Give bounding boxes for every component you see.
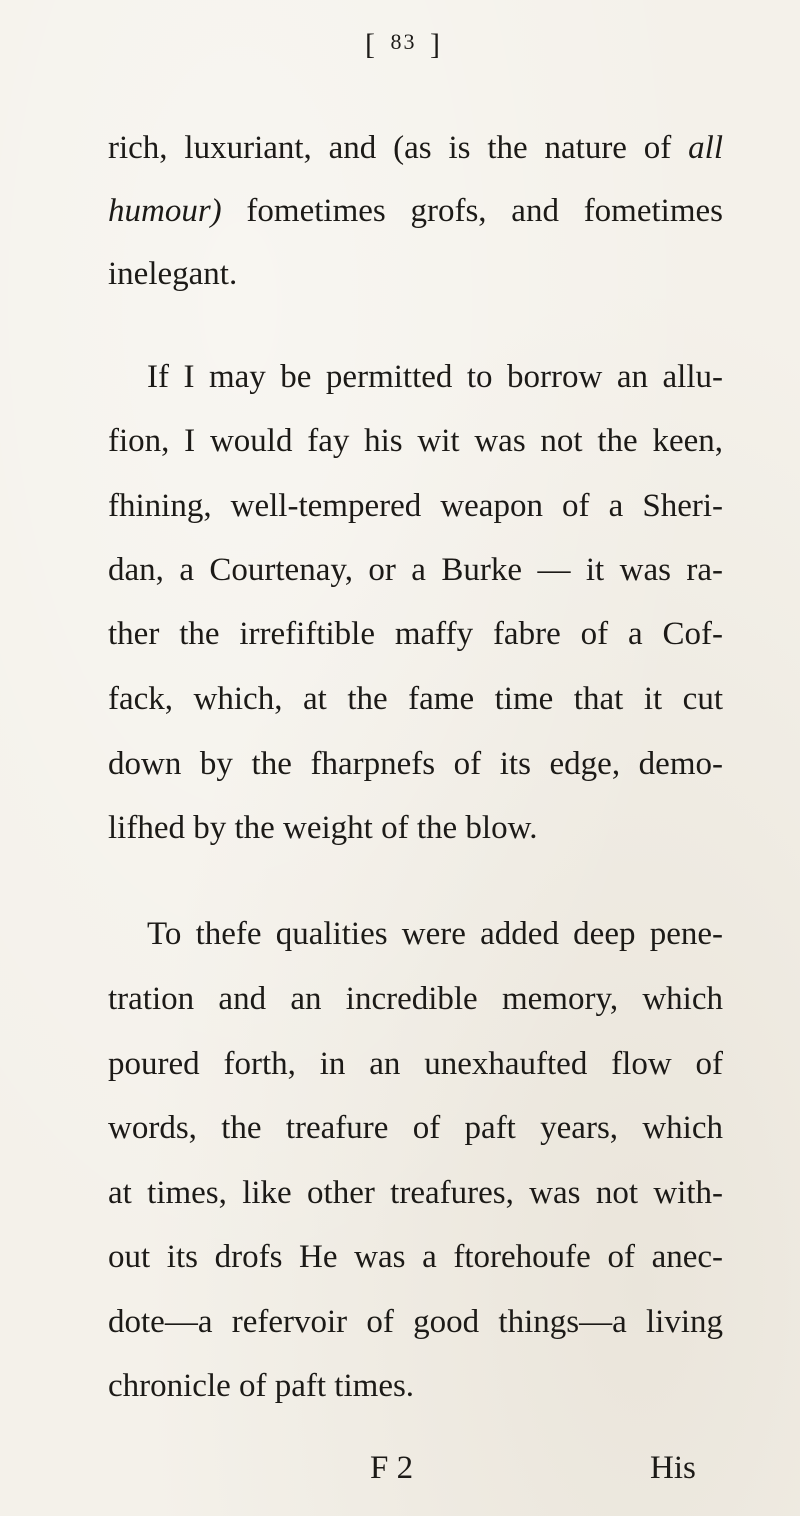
text-line: fion, I would fay his wit was not the keen, xyxy=(108,423,723,459)
text-line: dote—a refervoir of good things—a living xyxy=(108,1304,723,1340)
text-line: humour) fometimes grofs, and fometimes xyxy=(108,193,723,229)
text-line: To thefe qualities were added deep pene- xyxy=(147,916,723,952)
text-line: lifhed by the weight of the blow. xyxy=(108,810,538,846)
bracket-open: [ xyxy=(365,28,377,61)
text-line: words, the treafure of paft years, which xyxy=(108,1110,723,1146)
catchword: His xyxy=(650,1450,696,1486)
page-header xyxy=(365,28,442,62)
text-line: at times, like other treafures, was not with- xyxy=(108,1175,723,1211)
text-line: dan, a Courtenay, or a Burke — it was ra- xyxy=(108,552,723,588)
text-line: out its drofs He was a ftorehoufe of anec- xyxy=(108,1239,723,1275)
signature-mark: F 2 xyxy=(370,1450,414,1486)
text-line: inelegant. xyxy=(108,256,238,292)
text-line: poured forth, in an unexhaufted flow of xyxy=(108,1046,723,1082)
text-line: chronicle of paft times. xyxy=(108,1368,415,1404)
bracket-close: ] xyxy=(430,28,442,61)
text-line: fack, which, at the fame time that it cut xyxy=(108,681,723,717)
text-line: rich, luxuriant, and (as is the nature of all xyxy=(108,130,724,166)
text-line: ther the irrefiftible maffy fabre of a Cof- xyxy=(108,616,723,652)
page-number: 83 xyxy=(390,29,417,54)
text-line: fhining, well-tempered weapon of a Sheri- xyxy=(108,488,723,524)
text-line: If I may be permitted to borrow an allu- xyxy=(147,359,723,395)
text-line: down by the fharpnefs of its edge, demo- xyxy=(108,746,723,782)
text-line: tration and an incredible memory, which xyxy=(108,981,723,1017)
